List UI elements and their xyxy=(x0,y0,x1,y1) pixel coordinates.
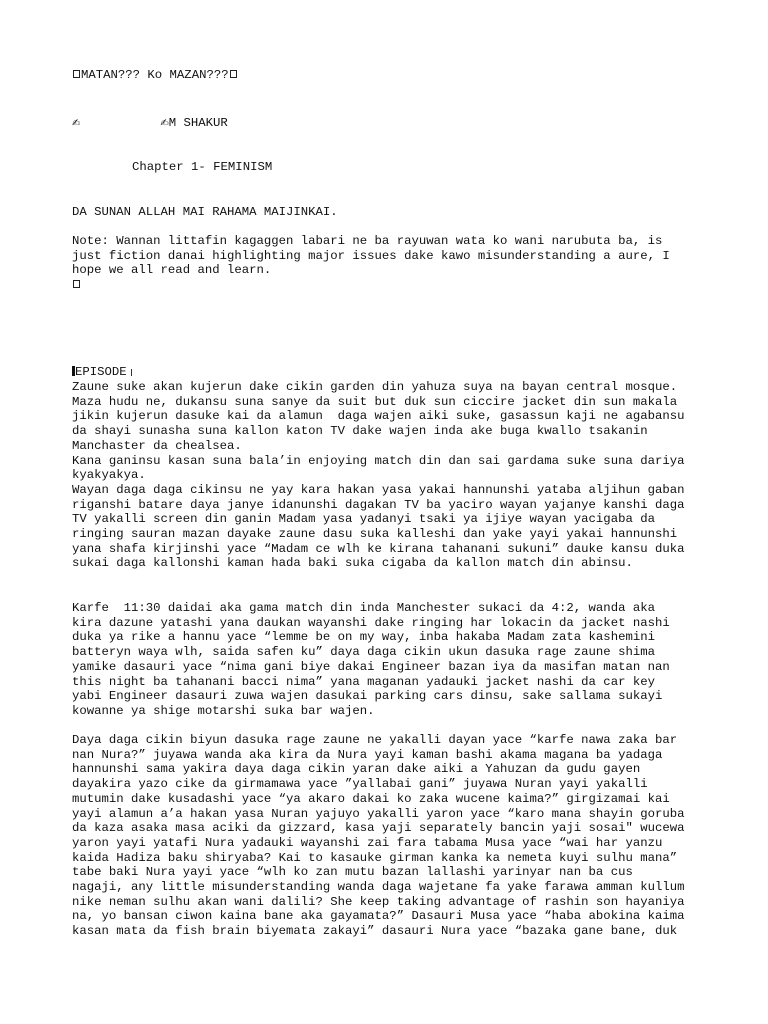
text-line: na, yo bansan ciwon kaina bane aka gayamata?” Dasauri Musa yace “haba abokina kaima xyxy=(72,909,685,924)
text-line: ringing sauran mazan dayake zaune dasu suka kalleshi dan yake yayi yakai hannunshi xyxy=(72,527,678,542)
text-line: dayakira yazo cike da girmamawa yace ”yallabai gani” juyawa Nuran yayi yakalli xyxy=(72,777,648,792)
text-line: duka ya rike a hannu yace “lemme be on my way, inba hakaba Madam zata kashemini xyxy=(72,630,655,645)
text-line: Karfe 11:30 daidai aka gama match din inda Manchester sukaci da 4:2, wanda aka xyxy=(72,601,655,615)
text-line: hannunshi sama yakira daya daga cikin yaran dake aiki a Yahuzan da gudu gayen xyxy=(72,762,641,777)
title-line xyxy=(72,68,238,83)
text-line: mutumin dake kusadashi yace “ya akaro dakai ko zaka wucene kaima?” girgizamai kai xyxy=(72,791,670,806)
text-line: riganshi batare daya janye idanunshi dagakan TV ba yaciro wayan yajanye kanshi daga xyxy=(72,497,685,512)
episode-heading xyxy=(72,365,132,380)
text-line: yayi alamun a’a hakan yasa Nuran yajuyo yakalli yaron yace “karo mana shayin goruba xyxy=(72,806,685,821)
episode-label: EPISODE xyxy=(75,365,127,379)
text-line: kira dazune yatashi yana daukan wayanshi dake ringing har lokacin da jacket nashi xyxy=(72,615,670,630)
text-line: Zaune suke akan kujerun dake cikin garden din yahuza suya na bayan central mosque. xyxy=(72,380,678,394)
text-line: yamike dasauri yace “nima gani biye dakai Engineer bazan iya da masifan matan nan xyxy=(72,659,670,674)
box-glyph-icon xyxy=(73,70,80,78)
note-line: Note: Wannan littafin kagaggen labari ne ba rayuwan wata ko wani narubuta ba, is xyxy=(72,234,663,248)
box-glyph-icon xyxy=(73,280,80,288)
text-line: da kaza asaka masa aciki da gizzard, kasa yaji separately bancin yaji sosai" wucewa xyxy=(72,821,685,836)
text-line: sukai daga kallonshi kaman hada baki suka cigaba da kallon match din abinsu. xyxy=(72,556,633,571)
text-line: TV yakalli screen din ganin Madam yasa yadanyi tsaki ya ijiye wayan yacigaba da xyxy=(72,512,655,527)
text-line: kaida Hadiza baku shiryaba? Kai to kasauke girman kanka ka nemeta kuyi sulhu mana” xyxy=(72,850,678,865)
text-line: da shayi sunasha suna kallon katon TV dake wajen inda ake buga kwallo tsakanin xyxy=(72,424,648,439)
note-line: just fiction danai highlighting major issues dake kawo misunderstanding a aure, I xyxy=(72,248,670,263)
document-title: MATAN??? Ko MAZAN??? xyxy=(81,68,229,82)
author-line xyxy=(72,116,228,132)
note-end-mark xyxy=(72,278,712,293)
text-line: yabi Engineer dasauri zuwa wajen dasukai parking cars dinsu, sake sallama sukayi xyxy=(72,689,663,704)
note-line: hope we all read and learn. xyxy=(72,263,272,278)
writing-hand-icon: ✍ xyxy=(72,118,81,129)
document-author: M SHAKUR xyxy=(168,116,228,130)
text-line: jikin kujerun dasuke kai da alamun daga wajen aiki suke, gasassun kaji ne agabansu xyxy=(72,409,685,424)
text-line: batteryn waya wlh, saida safen ku” daya daga cikin ukun dasuka rage zaune shima xyxy=(72,645,655,660)
text-line: kowanne ya shige motarshi suka bar wajen. xyxy=(72,703,375,718)
text-line: this night ba tahanani bacci nima” yana maganan yadauki jacket nashi da car key xyxy=(72,674,655,689)
paragraph-3 xyxy=(72,733,712,939)
box-glyph-icon xyxy=(230,70,237,78)
text-line: kyakyakya. xyxy=(72,468,146,483)
text-line: Manchaster da chealsea. xyxy=(72,438,242,453)
paragraph-2 xyxy=(72,601,712,719)
note-block xyxy=(72,234,712,293)
paragraph-1 xyxy=(72,380,712,571)
text-line: tabe baki Nura yayi yace “wlh ko zan mutu bazan lallashi yarinyar nan ba cus xyxy=(72,865,633,880)
text-line: yana shafa kirjinshi yace “Madam ce wlh ke kirana tahanani sukuni” dauke kansu duka xyxy=(72,541,685,556)
opening-line: DA SUNAN ALLAH MAI RAHAMA MAIJINKAI. xyxy=(72,205,338,219)
text-line: nike neman sulhu akan wani dalili? She keep taking advantage of rashin son hayaniya xyxy=(72,894,685,909)
bar-glyph-icon xyxy=(131,369,132,376)
chapter-heading: Chapter 1- FEMINISM xyxy=(132,160,273,174)
text-line: nan Nura?” juyawa wanda aka kira da Nura yayi kaman bashi akama magana ba yadaga xyxy=(72,747,663,762)
text-line: kasan mata da fish brain biyemata zakayi” dasauri Nura yace “bazaka gane bane, duk xyxy=(72,924,678,939)
text-line: Kana ganinsu kasan suna bala’in enjoying match din dan sai gardama suke suna dariya xyxy=(72,453,685,468)
text-line: Daya daga cikin biyun dasuka rage zaune ne yakalli dayan yace “karfe nawa zaka bar xyxy=(72,733,678,747)
text-line: yaron yayi yatafi Nura yadauki wayanshi zai fara tabama Musa yace “wai har yanzu xyxy=(72,835,663,850)
text-line: nagaji, any little misunderstanding wanda daga wajetane fa yake farawa amman kullum xyxy=(72,880,685,895)
writing-hand-icon: ✍ xyxy=(160,118,169,129)
text-line: Maza hudu ne, dukansu suna sanye da suit but duk sun ciccire jacket din sun makala xyxy=(72,394,678,409)
text-line: Wayan daga daga cikinsu ne yay kara hakan yasa yakai hannunshi yataba aljihun gaban xyxy=(72,482,685,497)
